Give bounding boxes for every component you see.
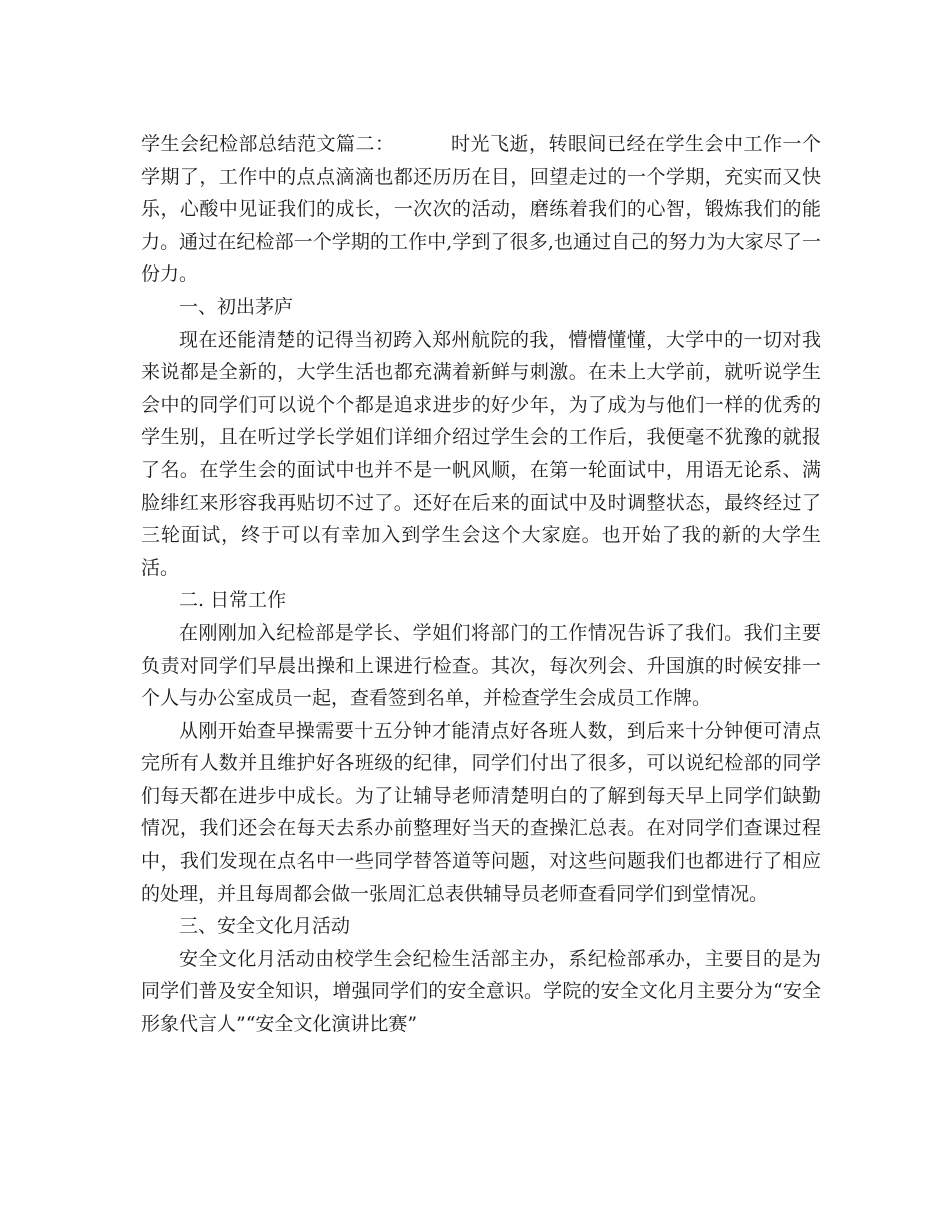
intro-title: 学生会纪检部总结范文篇二：	[141, 133, 395, 155]
section3-heading: 三、安全文化月活动	[179, 915, 351, 938]
document-body	[141, 128, 821, 1041]
section2-paragraph-2: 从刚开始查早操需要十五分钟才能清点好各班人数，到后来十分钟便可清点完所有人数并且维护好各班级的纪律，同学们付出了很多，可以说纪检部的同学们每天都在进步中成长。为了让辅导老师清楚明白的了解到每天早上同学们缺勤情况，我们还会在每天去系办前整理好当天的查操汇总表。在对同学们查课过程中，我们发现在点名中一些同学替答道等问题，对这些问题我们也都进行了相应的处理，并且每周都会做一张周汇总表供辅导员老师查看同学们到堂情况。	[141, 719, 821, 905]
section2-paragraph-1: 在刚刚加入纪检部是学长、学姐们将部门的工作情况告诉了我们。我们主要负责对同学们早晨出操和上课进行检查。其次，每次列会、升国旗的时候安排一个人与办公室成员一起，查看签到名单，并检查学生会成员工作牌。	[141, 621, 821, 710]
section2-heading: 二. 日常工作	[179, 589, 287, 612]
section1-heading: 一、初出茅庐	[179, 295, 294, 318]
section1-paragraph: 现在还能清楚的记得当初跨入郑州航院的我，懵懵懂懂，大学中的一切对我来说都是全新的，大学生活也都充满着新鲜与刺激。在未上大学前，就听说学生会中的同学们可以说个个都是追求进步的好少年，为了成为与他们一样的优秀的学生别，且在听过学长学姐们详细介绍过学生会的工作后，我便毫不犹豫的就报了名。在学生会的面试中也并不是一帆风顺，在第一轮面试中，用语无论系、满脸绯红来形容我再贴切不过了。还好在后来的面试中及时调整状态，最终经过了三轮面试，终于可以有幸加入到学生会这个大家庭。也开始了我的新的大学生活。	[141, 328, 821, 579]
section3-paragraph: 安全文化月活动由校学生会纪检生活部主办，系纪检部承办，主要目的是为同学们普及安全知识，增强同学们的安全意识。学院的安全文化月主要分为“安全形象代言人”“安全文化演讲比赛”	[141, 947, 821, 1036]
intro-body: 时光飞逝，转眼间已经在学生会中工作一个学期了，工作中的点点滴滴也都还历历在目，回望走过的一个学期，充实而又快乐，心酸中见证我们的成长，一次次的活动，磨练着我们的心智，锻炼我们的能力。通过在纪检部一个学期的工作中,学到了很多,也通过自己的努力为大家尽了一份力。	[141, 133, 821, 286]
intro-paragraph	[141, 128, 821, 291]
